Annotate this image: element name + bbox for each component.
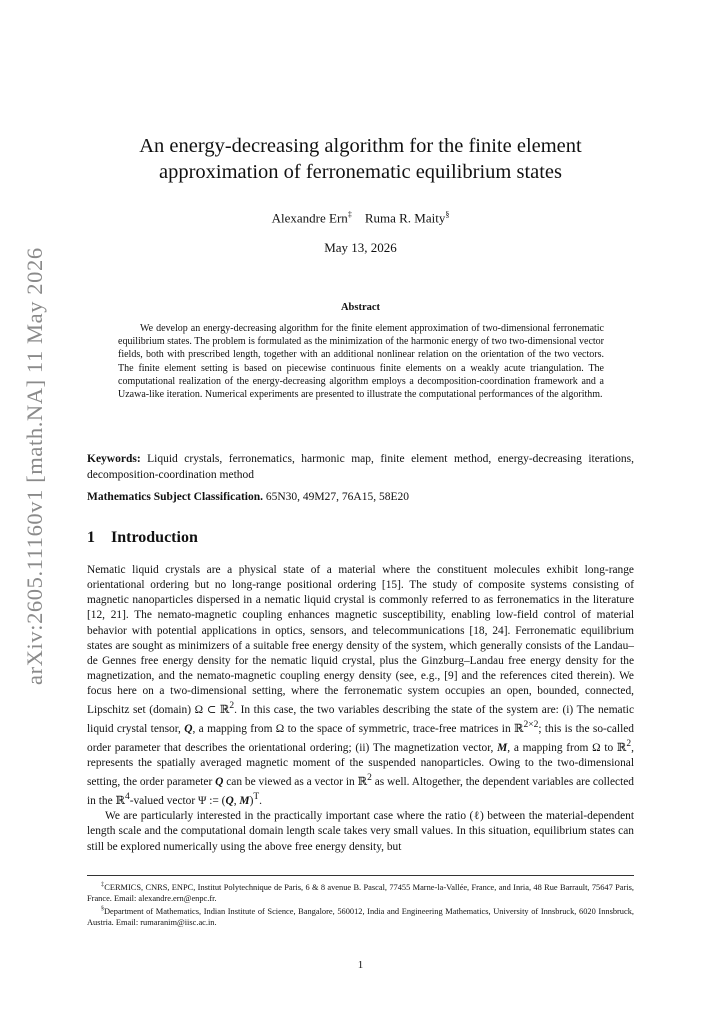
intro-paragraph: We are particularly interested in the practically important case where the ratio (ℓ) between the material-dependent length scale and the computational domain length scale takes very small values. In this situation, equilibrium states can still be explored numerically using the above free energy density, but bbox=[87, 810, 634, 853]
keywords-label: Keywords: bbox=[87, 453, 141, 465]
section-title: Introduction bbox=[111, 529, 198, 546]
abstract-heading: Abstract bbox=[340, 302, 381, 313]
section-heading bbox=[87, 529, 198, 547]
author-list bbox=[87, 207, 634, 226]
footnote: §Department of Mathematics, Indian Institute of Science, Bangalore, 560012, India and Engineering Mathematics, University of Innsbruck, 6020 Innsbruck, Austria. Email: rumaranim@iisc.ac.in. bbox=[87, 905, 634, 927]
author-name: Alexandre Ern bbox=[271, 210, 348, 226]
paper-date: May 13, 2026 bbox=[324, 240, 397, 255]
author-name: Ruma R. Maity bbox=[364, 210, 446, 226]
intro-paragraph: Nematic liquid crystals are a physical state of a material where the constituent molecules exhibit long-range orientational ordering but no long-range positional ordering [15]. The study of composite systems consisting of magnetic nanoparticles dispersed in a nematic liquid crystal is commonly referred to as ferronematics in the literature [12, 21]. The nemato-magnetic coupling enhances magnetic susceptibility, enabling low-field control of material behavior with potential applications in optics, sensors, and telecommunications [18, 24]. Ferronematic equilibrium states are sought as minimizers of a suitable free energy density of the system, which generally consists of the Landau–de Gennes free energy density for the nematic liquid crystal, plus the Ginzburg–Landau free energy density for the magnetization, and the nemato-magnetic coupling energy density (see, e.g., [9] and the references cited therein). We focus here on a two-dimensional setting, where the ferronematic system occupies an open, bounded, connected, Lipschitz set (domain) Ω ⊂ ℝ$^2$. In this case, the two variables describing the state of the system are: (i) The nematic liquid crystal tensor, Q, a mapping from Ω to the space of symmetric, trace-free matrices in ℝ$^{2\times 2}$; this is the so-called order parameter that describes the orientational ordering; (ii) The magnetization vector, M, a mapping from Ω to ℝ$^2$, represents the spatially averaged magnetic moment of the suspended nanoparticles. Owing to the two-dimensional setting, the order parameter Q can be viewed as a vector in ℝ$^2$ as well. Altogether, the dependent variables are collected in the ℝ$^4$-valued vector Ψ := (Q, M)$^T$. bbox=[87, 564, 634, 808]
footnote: ‡CERMICS, CNRS, ENPC, Institut Polytechnique de Paris, 6 & 8 avenue B. Pascal, 77455 Marne-la-Vallée, France, and Inria, 48 Rue Barrault, 75647 Paris, France. Email: alexandre.ern@enpc.fr. bbox=[87, 882, 634, 903]
arxiv-identifier-stamp: arXiv:2605.11160v1 [math.NA] 11 May 2026 bbox=[22, 247, 47, 685]
introduction-body bbox=[87, 563, 634, 855]
footnotes bbox=[87, 875, 634, 928]
msc-label: Mathematics Subject Classification. bbox=[87, 491, 263, 503]
abstract-body: We develop an energy-decreasing algorithm for the finite element approximation of two-dimensional ferronematic equilibrium states. The problem is formulated as the minimization of the harmonic energy of two two-dimensional vector fields, both with prescribed length, together with an additional nonlinear relation on the orientation of the two vectors. The finite element setting is based on piecewise continuous finite elements on a weakly acute triangulation. The computational realization of the energy-decreasing algorithm employs a decomposition-coordination framework and a Uzawa-like iteration. Numerical experiments are presented to illustrate the computational performances of the algorithm. bbox=[118, 323, 604, 401]
page-number: 1 bbox=[357, 959, 364, 971]
author-footnote-mark: ‡ bbox=[347, 210, 352, 219]
paper-title: An energy-decreasing algorithm for the finite element approximation of ferronematic equilibrium states bbox=[139, 135, 582, 183]
author-footnote-mark: § bbox=[445, 210, 450, 219]
keywords-text: Liquid crystals, ferronematics, harmonic map, finite element method, energy-decreasing iterations, decomposition-coordination method bbox=[87, 453, 634, 481]
msc-codes: 65N30, 49M27, 76A15, 58E20 bbox=[265, 491, 409, 503]
msc-paragraph bbox=[87, 489, 634, 505]
keywords-paragraph bbox=[87, 451, 634, 483]
section-number: 1 bbox=[87, 529, 95, 546]
